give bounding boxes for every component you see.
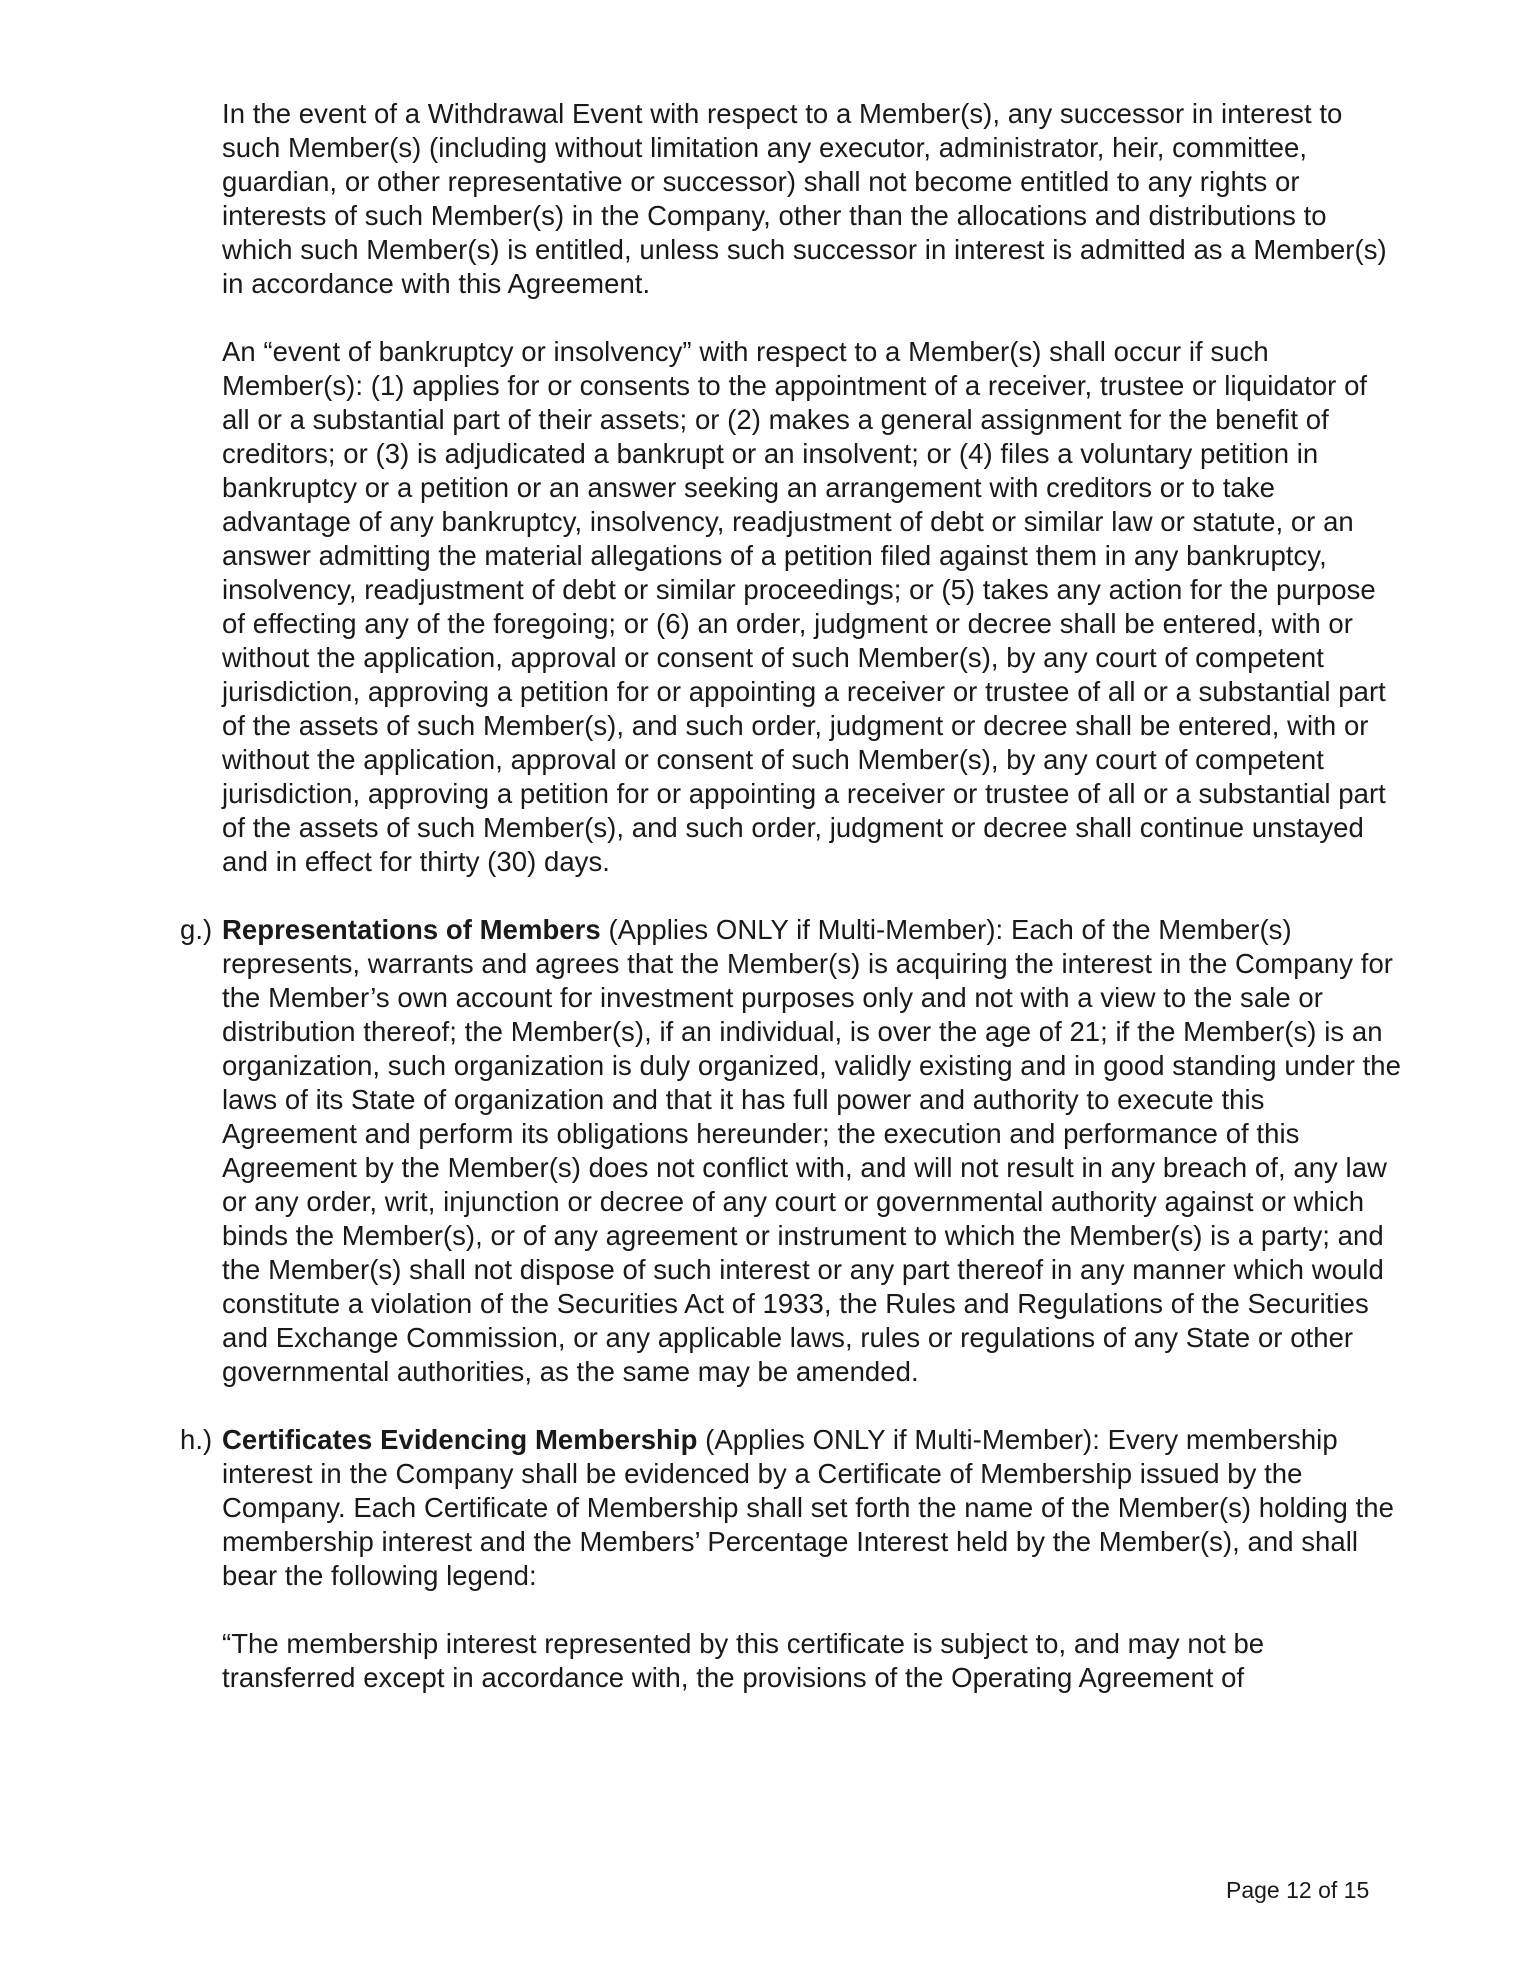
list-marker: h.)	[180, 1424, 213, 1455]
section-text: (Applies ONLY if Multi-Member): Each of the Member(s) represents, warrants and agrees that the Member(s) is acquiring the interest in the Company for the Member’s own account for investment purposes only and not with a view to the sale or distribution thereof; the Member(s), if an individual, is over the age of 21; if the Member(s) is an organization, such organization is duly organized, validly existing and in good standing under the laws of its State of organization and that it has full power and authority to execute this Agreement and perform its obligations hereunder; the execution and performance of this Agreement by the Member(s) does not conflict with, and will not result in any breach of, any law or any order, writ, injunction or decree of any court or governmental authority against or which binds the Member(s), or of any agreement or instrument to which the Member(s) is a party; and the Member(s) shall not dispose of such interest or any part thereof in any manner which would constitute a violation of the Securities Act of 1933, the Rules and Regulations of the Securities and Exchange Commission, or any applicable laws, rules or regulations of any State or other governmental authorities, as the same may be amended.	[222, 914, 1401, 1387]
section-heading: Representations of Members	[222, 914, 601, 945]
bankruptcy-paragraph: An “event of bankruptcy or insolvency” with respect to a Member(s) shall occur if such Member(s): (1) applies for or consents to the appointment of a receiver, trustee or liquidator of all or a substantial part of their assets; or (2) makes a general assignment for the benefit of creditors; or (3) is adjudicated a bankrupt or an insolvent; or (4) files a voluntary petition in bankruptcy or a petition or an answer seeking an arrangement with creditors or to take advantage of any bankruptcy, insolvency, readjustment of debt or similar law or statute, or an answer admitting the material allegations of a petition filed against them in any bankruptcy, insolvency, readjustment of debt or similar proceedings; or (5) takes any action for the purpose of effecting any of the foregoing; or (6) an order, judgment or decree shall be entered, with or without the application, approval or consent of such Member(s), by any court of competent jurisdiction, approving a petition for or appointing a receiver or trustee of all or a substantial part of the assets of such Member(s), and such order, judgment or decree shall be entered, with or without the application, approval or consent of such Member(s), by any court of competent jurisdiction, approving a petition for or appointing a receiver or trustee of all or a substantial part of the assets of such Member(s), and such order, judgment or decree shall continue unstayed and in effect for thirty (30) days.	[222, 336, 1386, 877]
section-h-certificates	[180, 1423, 1402, 1593]
section-g-representations	[180, 913, 1402, 1389]
page-number: Page 12 of 15	[1226, 1877, 1370, 1903]
section-heading: Certificates Evidencing Membership	[222, 1424, 698, 1455]
section-text: (Applies ONLY if Multi-Member): Every membership interest in the Company shall be evidenced by a Certificate of Membership issued by the Company. Each Certificate of Membership shall set forth the name of the Member(s) holding the membership interest and the Members’ Percentage Interest held by the Member(s), and shall bear the following legend:	[222, 1424, 1394, 1591]
list-marker: g.)	[180, 914, 213, 945]
document-body	[180, 97, 1402, 1729]
withdrawal-paragraph: In the event of a Withdrawal Event with respect to a Member(s), any successor in interest to such Member(s) (including without limitation any executor, administrator, heir, committee, guardian, or other representative or successor) shall not become entitled to any rights or interests of such Member(s) in the Company, other than the allocations and distributions to which such Member(s) is entitled, unless such successor in interest is admitted as a Member(s) in accordance with this Agreement.	[222, 98, 1387, 299]
certificate-legend-quote: “The membership interest represented by this certificate is subject to, and may not be transferred except in accordance with, the provisions of the Operating Agreement of	[222, 1628, 1265, 1693]
